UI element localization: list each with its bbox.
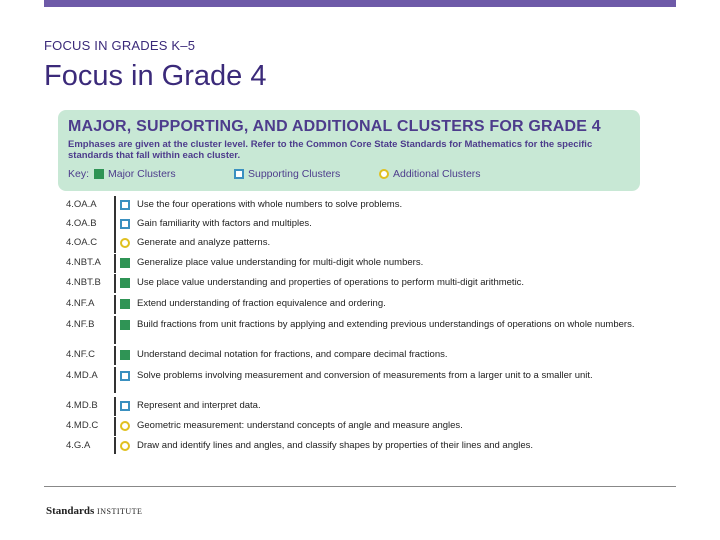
panel-note: Emphases are given at the cluster level. Refer to the Common Core State Standards for Mathematics for the specific standards that fall within each cluster. xyxy=(68,139,593,161)
key-additional-label: Additional Clusters xyxy=(393,168,481,180)
key-major-label: Major Clusters xyxy=(108,168,176,180)
standards-institute-logo xyxy=(46,505,142,517)
cluster-description: Represent and interpret data. xyxy=(137,400,261,411)
cluster-code: 4.OA.C xyxy=(66,237,98,248)
key-supporting-label: Supporting Clusters xyxy=(248,168,341,180)
supporting-cluster-square-icon xyxy=(120,200,130,210)
additional-cluster-circle-icon xyxy=(379,169,389,179)
cluster-description: Gain familiarity with factors and multiples. xyxy=(137,218,312,229)
major-cluster-square-icon xyxy=(120,258,130,268)
row-divider xyxy=(114,274,116,293)
additional-cluster-circle-icon xyxy=(120,421,130,431)
row-divider xyxy=(114,295,116,314)
section-kicker: FOCUS IN GRADES K–5 xyxy=(44,38,196,53)
cluster-code: 4.MD.B xyxy=(66,400,98,411)
row-divider xyxy=(114,234,116,253)
footer-divider xyxy=(44,486,676,487)
cluster-code: 4.NBT.A xyxy=(66,257,101,268)
row-divider xyxy=(114,417,116,436)
top-accent-bar xyxy=(44,0,676,7)
row-divider xyxy=(114,254,116,273)
cluster-description: Generate and analyze patterns. xyxy=(137,237,271,248)
major-cluster-square-icon xyxy=(120,350,130,360)
row-divider xyxy=(114,316,116,344)
supporting-cluster-square-icon xyxy=(120,371,130,381)
logo-sub-text: INSTITUTE xyxy=(97,507,143,516)
cluster-code: 4.NF.A xyxy=(66,298,95,309)
cluster-code: 4.MD.A xyxy=(66,370,98,381)
logo-main-text: Standards xyxy=(46,505,95,517)
cluster-description: Extend understanding of fraction equivalence and ordering. xyxy=(137,298,386,309)
major-cluster-square-icon xyxy=(120,299,130,309)
cluster-code: 4.MD.C xyxy=(66,420,99,431)
cluster-description: Use the four operations with whole numbers to solve problems. xyxy=(137,199,403,210)
cluster-code: 4.G.A xyxy=(66,440,91,451)
cluster-code: 4.NBT.B xyxy=(66,277,101,288)
cluster-description: Draw and identify lines and angles, and classify shapes by properties of their lines and angles. xyxy=(137,440,534,451)
cluster-description: Understand decimal notation for fractions, and compare decimal fractions. xyxy=(137,349,448,360)
supporting-cluster-square-icon xyxy=(120,219,130,229)
row-divider xyxy=(114,437,116,454)
row-divider xyxy=(114,215,116,234)
row-divider xyxy=(114,397,116,416)
cluster-description: Generalize place value understanding for multi-digit whole numbers. xyxy=(137,257,424,268)
additional-cluster-circle-icon xyxy=(120,441,130,451)
panel-header xyxy=(58,110,640,191)
slide-title: Focus in Grade 4 xyxy=(44,60,267,92)
major-cluster-square-icon xyxy=(120,320,130,330)
cluster-code: 4.NF.C xyxy=(66,349,96,360)
clusters-panel xyxy=(58,110,640,462)
row-divider xyxy=(114,367,116,393)
cluster-description: Solve problems involving measurement and conversion of measurements from a larger unit to a smaller unit. xyxy=(137,370,593,381)
row-divider xyxy=(114,196,116,215)
key-label: Key: xyxy=(68,168,90,180)
cluster-code: 4.OA.B xyxy=(66,218,97,229)
supporting-cluster-square-icon xyxy=(120,401,130,411)
cluster-description: Use place value understanding and properties of operations to perform multi-digit arithmetic. xyxy=(137,277,525,288)
major-cluster-square-icon xyxy=(120,278,130,288)
major-cluster-square-icon xyxy=(94,169,104,179)
cluster-code: 4.OA.A xyxy=(66,199,97,210)
legend-key xyxy=(68,168,638,182)
cluster-description: Build fractions from unit fractions by applying and extending previous understandings of operations on whole numbers. xyxy=(137,319,635,330)
cluster-description: Geometric measurement: understand concepts of angle and measure angles. xyxy=(137,420,463,431)
cluster-code: 4.NF.B xyxy=(66,319,95,330)
supporting-cluster-square-icon xyxy=(234,169,244,179)
row-divider xyxy=(114,346,116,365)
additional-cluster-circle-icon xyxy=(120,238,130,248)
panel-title: MAJOR, SUPPORTING, AND ADDITIONAL CLUSTERS FOR GRADE 4 xyxy=(68,118,601,135)
